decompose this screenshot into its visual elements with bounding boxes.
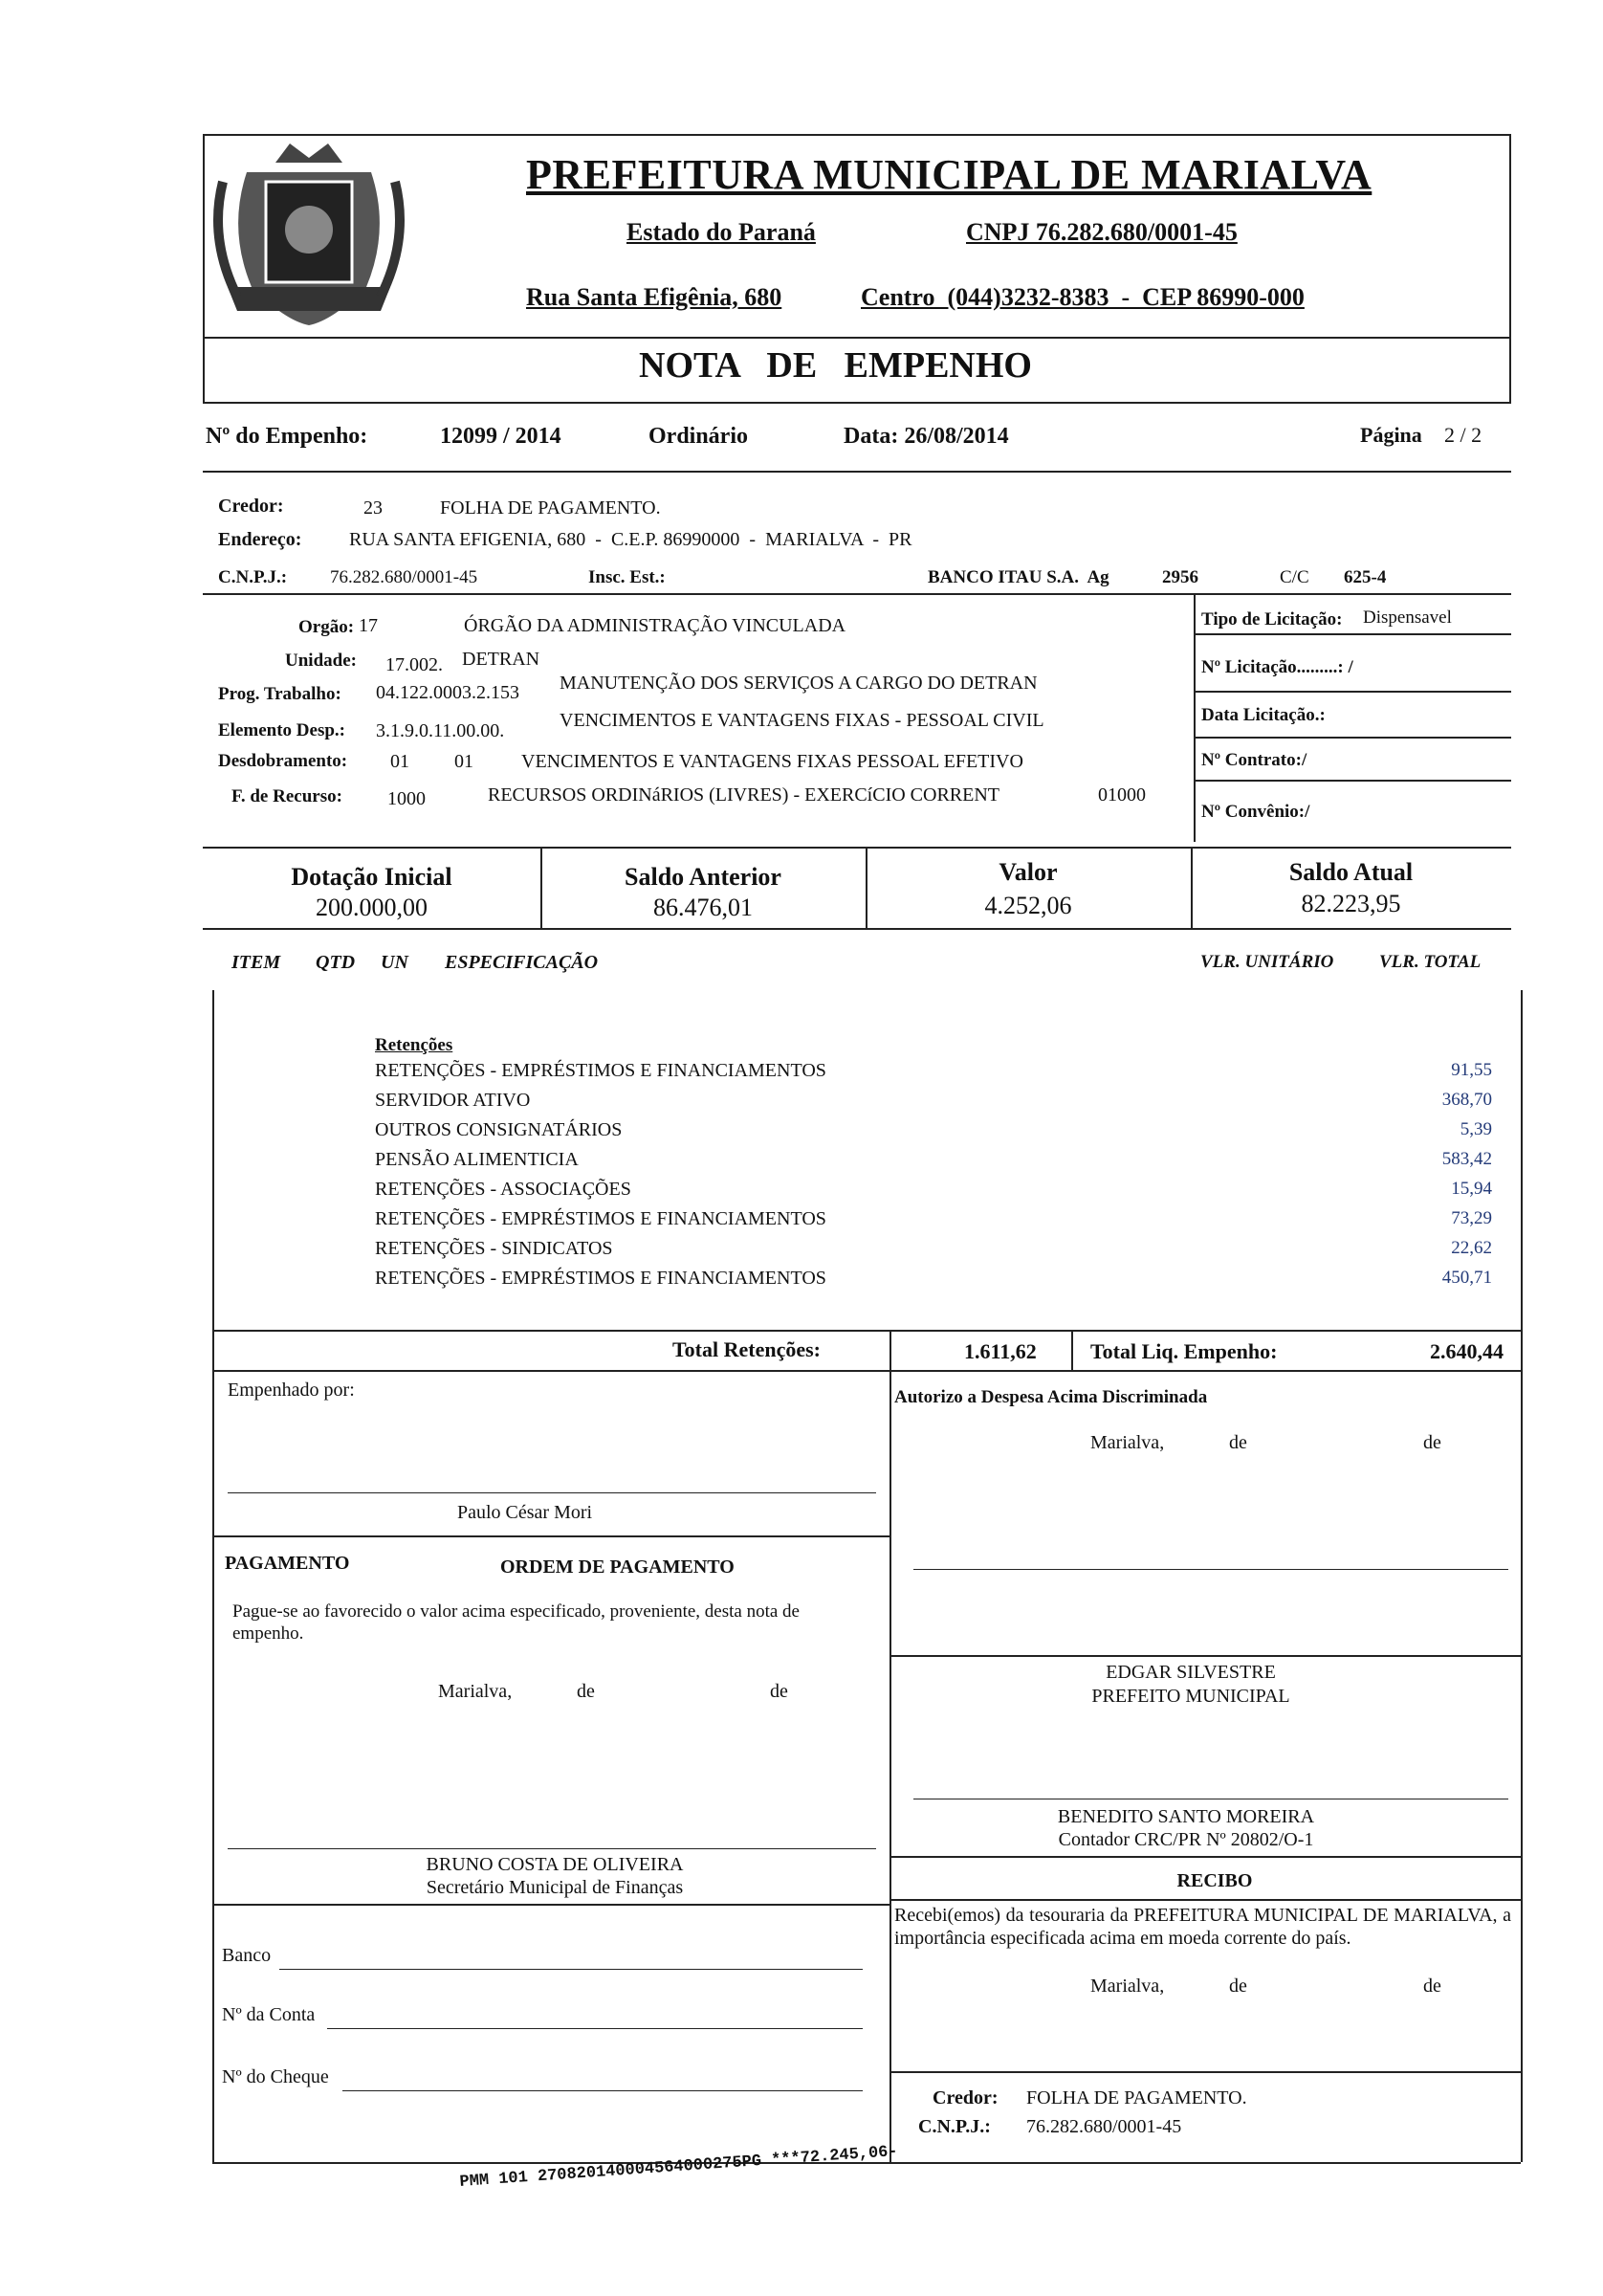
orgao-name: ÓRGÃO DA ADMINISTRAÇÃO VINCULADA — [464, 615, 846, 636]
col-spec: ESPECIFICAÇÃO — [445, 952, 599, 973]
cnpj-label: C.N.P.J.: — [218, 567, 288, 587]
recurso-label: F. de Recurso: — [231, 786, 342, 806]
total-retencoes-label: Total Retenções: — [672, 1337, 821, 1361]
empenho-number: 12099 / 2014 — [440, 424, 561, 449]
contrato-number: Nº Contrato:/ — [1201, 750, 1307, 770]
pagamento-city: Marialva, — [438, 1681, 513, 1702]
recibo-credor-label: Credor: — [933, 2087, 999, 2108]
retencao-value: 583,42 — [1441, 1149, 1492, 1169]
col-total-value: VLR. TOTAL — [1379, 952, 1482, 972]
recibo-de-2: de — [1423, 1976, 1441, 1997]
retencao-desc: RETENÇÕES - EMPRÉSTIMOS E FINANCIAMENTOS — [375, 1060, 826, 1081]
pagamento-label: PAGAMENTO — [225, 1553, 350, 1574]
cc-number: 625-4 — [1344, 567, 1387, 587]
retencao-desc: RETENÇÕES - EMPRÉSTIMOS E FINANCIAMENTOS — [375, 1268, 826, 1289]
saldo-value-0: 200.000,00 — [316, 894, 428, 921]
licitacao-number: Nº Licitação.........: / — [1201, 657, 1353, 677]
recibo-city: Marialva, — [1090, 1976, 1165, 1997]
retencao-value: 450,71 — [1441, 1268, 1492, 1288]
retencao-value: 5,39 — [1460, 1119, 1492, 1139]
autorizo-city: Marialva, — [1090, 1432, 1165, 1453]
prog-name: MANUTENÇÃO DOS SERVIÇOS A CARGO DO DETRAN — [560, 673, 1038, 694]
elemento-name: VENCIMENTOS E VANTAGENS FIXAS - PESSOAL CIVIL — [560, 710, 1044, 731]
recurso-code-2: 01000 — [1098, 784, 1146, 806]
credor-cnpj: 76.282.680/0001-45 — [330, 567, 478, 587]
desdobramento-code-1: 01 — [390, 751, 409, 772]
autorizo-de-1: de — [1229, 1432, 1247, 1453]
unidade-code: 17.002. — [385, 654, 443, 675]
unidade-label: Unidade: — [285, 651, 357, 671]
credor-code: 23 — [363, 497, 383, 519]
page-number: 2 / 2 — [1444, 423, 1482, 447]
retencao-desc: OUTROS CONSIGNATÁRIOS — [375, 1119, 623, 1140]
address-label: Endereço: — [218, 529, 302, 550]
licitacao-date: Data Licitação.: — [1201, 705, 1326, 725]
elemento-label: Elemento Desp.: — [218, 720, 345, 740]
municipal-crest-icon — [209, 144, 409, 335]
retencao-desc: RETENÇÕES - SINDICATOS — [375, 1238, 613, 1259]
saldo-label-0: Dotação Inicial — [291, 863, 452, 891]
col-qtd: QTD — [316, 952, 356, 973]
page-label: Página — [1360, 423, 1422, 447]
credor-address: RUA SANTA EFIGENIA, 680 - C.E.P. 86990000 - MARIALVA - PR — [349, 529, 912, 550]
prefeito-name: EDGAR SILVESTRE — [1106, 1662, 1276, 1683]
retencao-value: 368,70 — [1441, 1090, 1492, 1110]
credor-name: FOLHA DE PAGAMENTO. — [440, 497, 661, 519]
retencao-desc: PENSÃO ALIMENTICIA — [375, 1149, 579, 1170]
desdobramento-code-2: 01 — [454, 751, 473, 772]
empenhado-label: Empenhado por: — [228, 1380, 355, 1401]
cc-label: C/C — [1280, 567, 1309, 587]
retencao-desc: RETENÇÕES - ASSOCIAÇÕES — [375, 1179, 631, 1200]
bank-name: BANCO ITAU S.A. Ag — [928, 567, 1109, 587]
header-state: Estado do Paraná — [626, 218, 816, 246]
autorizo-label: Autorizo a Despesa Acima Discriminada — [894, 1387, 1208, 1407]
recibo-title: RECIBO — [1176, 1870, 1253, 1891]
autorizo-de-2: de — [1423, 1432, 1441, 1453]
desdobramento-name: VENCIMENTOS E VANTAGENS FIXAS PESSOAL EFETIVO — [521, 751, 1023, 772]
doc-title: NOTA DE EMPENHO — [639, 345, 1032, 386]
orgao-code: 17 — [359, 615, 378, 636]
retencao-desc: RETENÇÕES - EMPRÉSTIMOS E FINANCIAMENTOS — [375, 1208, 826, 1229]
header-title: PREFEITURA MUNICIPAL DE MARIALVA — [526, 151, 1372, 198]
elemento-code: 3.1.9.0.11.00.00. — [376, 720, 505, 741]
secretario-role: Secretário Municipal de Finanças — [426, 1877, 684, 1898]
col-un: UN — [381, 952, 408, 973]
contador-name: BENEDITO SANTO MOREIRA — [1057, 1806, 1315, 1827]
total-liq-value: 2.640,44 — [1430, 1339, 1504, 1363]
recibo-cnpj: 76.282.680/0001-45 — [1026, 2116, 1182, 2137]
empenhado-name: Paulo César Mori — [457, 1502, 593, 1523]
recibo-text: Recebi(emos) da tesouraria da PREFEITURA MUNICIPAL DE MARIALVA, a importância especificada acima em moeda corrente do país. — [894, 1905, 1511, 1949]
recibo-de-1: de — [1229, 1976, 1247, 1997]
recibo-cnpj-label: C.N.P.J.: — [918, 2116, 991, 2137]
saldo-label-2: Valor — [999, 858, 1058, 886]
retencao-desc: SERVIDOR ATIVO — [375, 1090, 531, 1111]
footer-code: PMM 101 270820140004564000275PG ***72.245,06- — [459, 2142, 899, 2192]
orgao-label: Orgão: — [298, 617, 355, 637]
banco-label: Banco — [222, 1945, 272, 1966]
col-item: ITEM — [231, 952, 281, 973]
prog-label: Prog. Trabalho: — [218, 684, 341, 704]
pagamento-de-2: de — [770, 1681, 788, 1702]
desdobramento-label: Desdobramento: — [218, 751, 348, 771]
prefeito-role: PREFEITO MUNICIPAL — [1091, 1686, 1290, 1707]
prog-code: 04.122.0003.2.153 — [376, 682, 519, 703]
tipo-licitacao-label: Tipo de Licitação: — [1201, 609, 1343, 629]
pague-text: Pague-se ao favorecido o valor acima especificado, proveniente, desta nota de empenho. — [232, 1601, 800, 1644]
header-address: Rua Santa Efigênia, 680 — [526, 283, 782, 311]
recurso-code: 1000 — [387, 788, 426, 809]
pagamento-de-1: de — [577, 1681, 595, 1702]
saldo-label-3: Saldo Atual — [1288, 858, 1414, 886]
retencao-value: 15,94 — [1451, 1179, 1492, 1199]
saldo-value-1: 86.476,01 — [653, 894, 753, 921]
ordem-pagamento-label: ORDEM DE PAGAMENTO — [500, 1556, 735, 1578]
empenho-type: Ordinário — [648, 424, 749, 449]
total-liq-label: Total Liq. Empenho: — [1090, 1339, 1278, 1363]
header-address-rest: Centro (044)3232-8383 - CEP 86990-000 — [861, 283, 1305, 311]
header-cnpj: CNPJ 76.282.680/0001-45 — [966, 218, 1238, 246]
empenho-label: Nº do Empenho: — [206, 424, 368, 449]
retencoes-title: Retenções — [375, 1035, 453, 1055]
bank-agency: 2956 — [1162, 567, 1198, 587]
retencao-value: 22,62 — [1451, 1238, 1492, 1258]
cheque-label: Nº do Cheque — [222, 2066, 329, 2087]
saldo-value-2: 4.252,06 — [984, 892, 1072, 919]
retencao-value: 91,55 — [1451, 1060, 1492, 1080]
contador-role: Contador CRC/PR Nº 20802/O-1 — [1058, 1829, 1314, 1850]
saldo-label-1: Saldo Anterior — [625, 863, 781, 891]
recurso-name: RECURSOS ORDINáRIOS (LIVRES) - EXERCíCIO CORRENT — [488, 784, 1000, 806]
unidade-name: DETRAN — [462, 649, 540, 670]
credor-label: Credor: — [218, 496, 284, 517]
convenio-number: Nº Convênio:/ — [1201, 802, 1310, 822]
total-retencoes-value: 1.611,62 — [964, 1339, 1037, 1363]
conta-label: Nº da Conta — [222, 2004, 316, 2025]
empenho-date: Data: 26/08/2014 — [844, 424, 1009, 449]
saldo-value-3: 82.223,95 — [1301, 890, 1401, 917]
col-unit-value: VLR. UNITÁRIO — [1200, 952, 1334, 972]
tipo-licitacao-value: Dispensavel — [1363, 607, 1452, 628]
secretario-name: BRUNO COSTA DE OLIVEIRA — [426, 1854, 684, 1875]
insc-label: Insc. Est.: — [588, 567, 666, 587]
retencao-value: 73,29 — [1451, 1208, 1492, 1228]
recibo-credor: FOLHA DE PAGAMENTO. — [1026, 2087, 1247, 2108]
